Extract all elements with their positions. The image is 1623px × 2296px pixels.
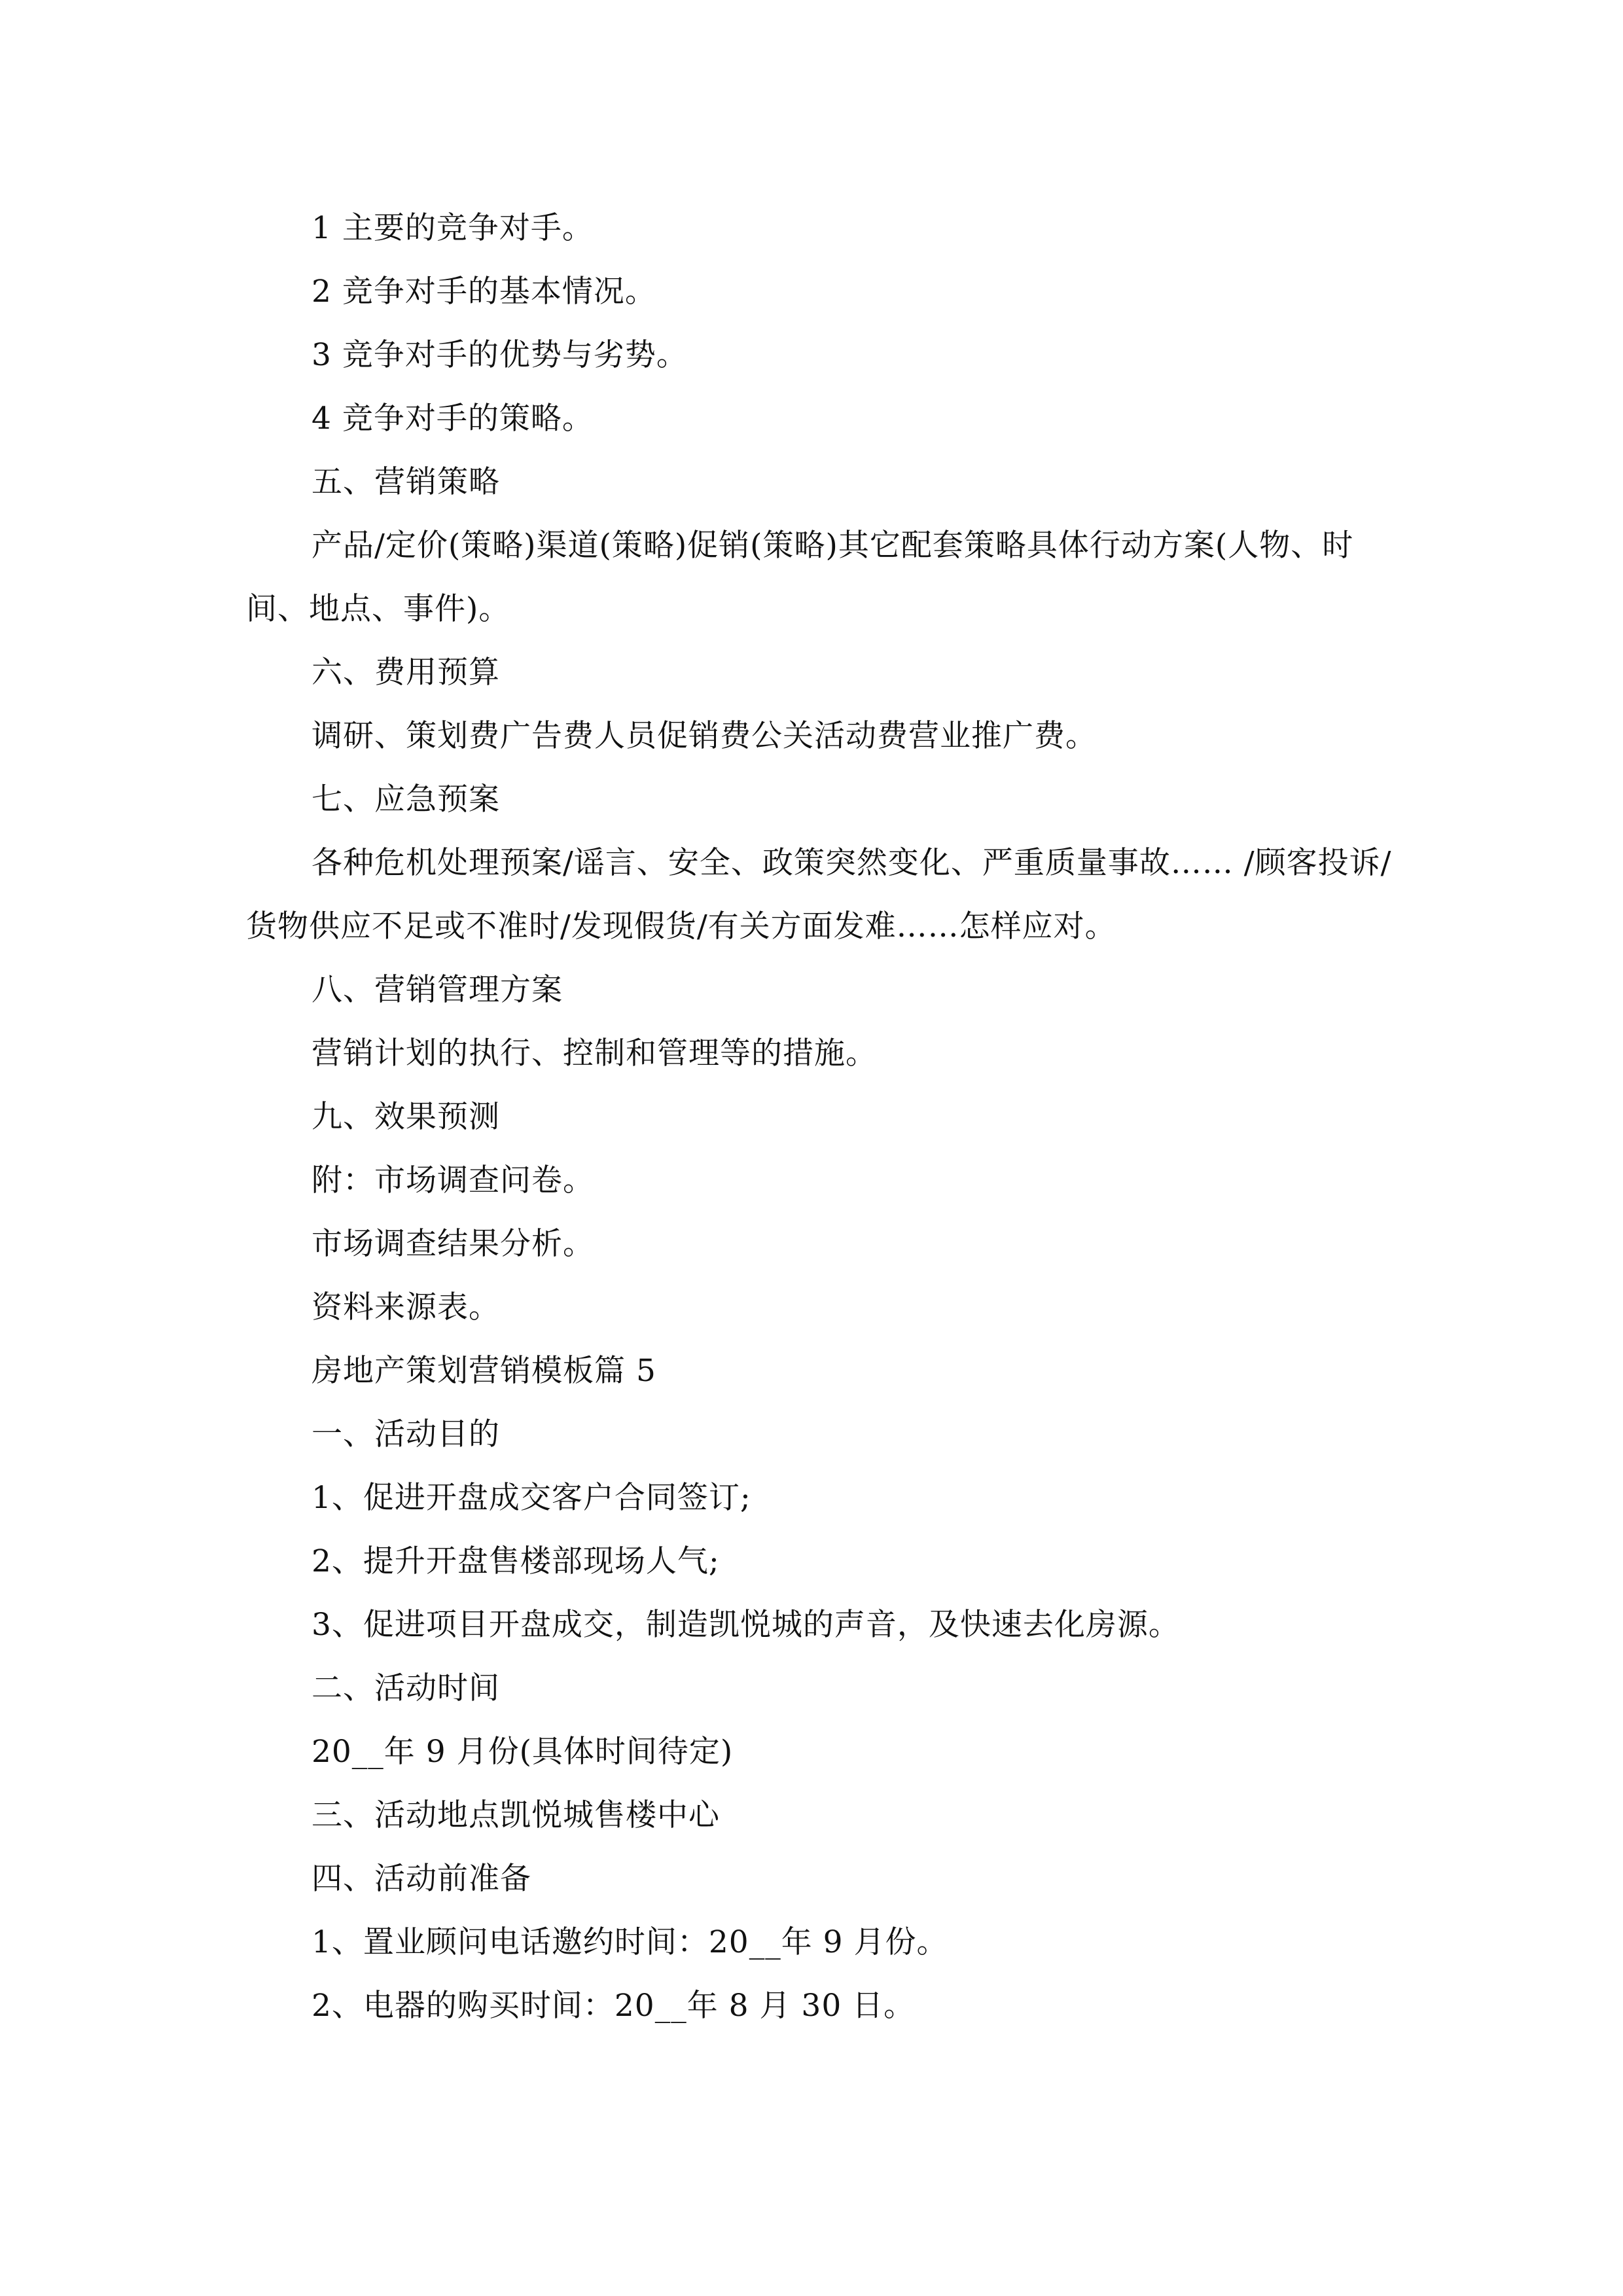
heading-management: 八、营销管理方案 (312, 972, 563, 1008)
paragraph-purpose-1: 1、促进开盘成交客户合同签订; (312, 1480, 751, 1516)
heading-activity-location: 三、活动地点凯悦城售楼中心 (312, 1797, 720, 1833)
section-title-template-5: 房地产策划营销模板篇 5 (312, 1353, 656, 1389)
paragraph-purpose-3: 3、促进项目开盘成交，制造凯悦城的声音，及快速去化房源。 (312, 1607, 1180, 1643)
paragraph-appendix-sources: 资料来源表。 (312, 1289, 500, 1325)
paragraph-preparation-1: 1、置业顾问电话邀约时间：20__年 9 月份。 (312, 1924, 948, 1960)
heading-preparation: 四、活动前准备 (312, 1861, 531, 1897)
heading-activity-purpose: 一、活动目的 (312, 1416, 500, 1452)
document-body (246, 196, 1398, 2037)
paragraph-competitor-1: 1 主要的竞争对手。 (312, 210, 594, 246)
heading-marketing-strategy: 五、营销策略 (312, 464, 500, 500)
heading-activity-time: 二、活动时间 (312, 1670, 500, 1706)
heading-contingency: 七、应急预案 (312, 781, 500, 817)
paragraph-appendix-survey: 附：市场调查问卷。 (312, 1162, 594, 1198)
paragraph-purpose-2: 2、提升开盘售楼部现场人气; (312, 1543, 720, 1579)
paragraph-contingency-detail: 各种危机处理预案/谣言、安全、政策突然变化、严重质量事故…… /顾客投诉/货物供应不足或不准时/发现假货/有关方面发难……怎样应对。 (246, 845, 1392, 944)
paragraph-competitor-2: 2 竞争对手的基本情况。 (312, 274, 656, 310)
paragraph-preparation-2: 2、电器的购买时间：20__年 8 月 30 日。 (312, 1988, 916, 2024)
paragraph-strategy-detail: 产品/定价(策略)渠道(策略)促销(策略)其它配套策略具体行动方案(人物、时间、地点、事件)。 (246, 528, 1354, 627)
paragraph-activity-time: 20__年 9 月份(具体时间待定) (312, 1734, 734, 1770)
paragraph-appendix-analysis: 市场调查结果分析。 (312, 1226, 594, 1262)
paragraph-management-detail: 营销计划的执行、控制和管理等的措施。 (312, 1035, 877, 1071)
heading-budget: 六、费用预算 (312, 655, 500, 691)
heading-forecast: 九、效果预测 (312, 1099, 500, 1135)
paragraph-budget-detail: 调研、策划费广告费人员促销费公关活动费营业推广费。 (312, 718, 1097, 754)
paragraph-competitor-3: 3 竞争对手的优势与劣势。 (312, 337, 688, 373)
paragraph-competitor-4: 4 竞争对手的策略。 (312, 401, 594, 437)
